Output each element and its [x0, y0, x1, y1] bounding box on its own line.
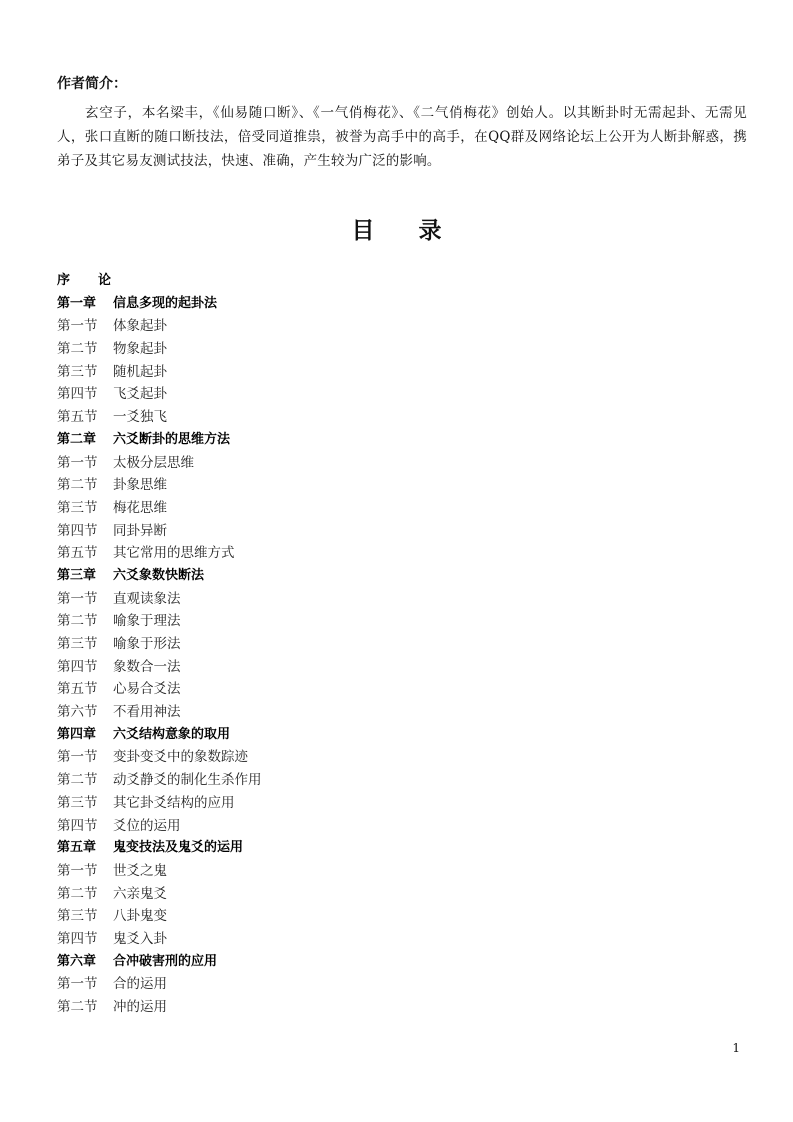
toc-entry-number: 第三节 [57, 908, 98, 925]
toc-entry-title: 体象起卦 [113, 318, 167, 335]
toc-entry-number: 第二节 [57, 772, 98, 789]
toc-entry-number: 第四节 [57, 817, 98, 834]
toc-entry-title: 其它常用的思维方式 [113, 545, 235, 562]
toc-entry-number: 第三章 [57, 567, 97, 583]
toc-title: 目录 [351, 218, 486, 244]
toc-chapter-entry [57, 293, 747, 316]
toc-entry-title: 鬼变技法及鬼爻的运用 [113, 840, 244, 856]
toc-section-entry [57, 883, 747, 906]
toc-section-entry [57, 542, 747, 565]
toc-entry-number: 第三节 [57, 499, 98, 516]
toc-entry-number: 第一节 [57, 862, 98, 879]
toc-entry-title: 六爻断卦的思维方法 [113, 431, 231, 447]
toc-entry-title: 信息多现的起卦法 [113, 295, 218, 311]
toc-entry-number: 第五节 [57, 409, 98, 426]
toc-entry-title: 太极分层思维 [113, 454, 194, 471]
toc-entry-title: 同卦异断 [113, 522, 167, 539]
toc-chapter-entry [57, 565, 747, 588]
table-of-contents [57, 270, 747, 1019]
toc-entry-title: 不看用神法 [113, 704, 181, 721]
toc-section-entry [57, 633, 747, 656]
toc-section-entry [57, 678, 747, 701]
toc-entry-title: 鬼爻入卦 [113, 930, 167, 947]
toc-entry-number: 第二节 [57, 999, 98, 1015]
toc-section-entry [57, 996, 747, 1019]
toc-entry-title: 直观读象法 [113, 590, 181, 607]
toc-chapter-entry [57, 429, 747, 452]
toc-entry-number: 第四章 [57, 726, 97, 742]
toc-entry-number: 第一节 [57, 454, 98, 471]
toc-entry-number: 第六节 [57, 704, 98, 721]
toc-section-entry [57, 769, 747, 792]
toc-section-entry [57, 338, 747, 361]
toc-entry-number: 第一节 [57, 590, 98, 607]
toc-entry-title: 飞爻起卦 [113, 386, 167, 403]
toc-entry-number: 第二章 [57, 431, 97, 447]
toc-section-entry [57, 406, 747, 429]
toc-entry-title: 动爻静爻的制化生杀作用 [113, 772, 262, 789]
toc-chapter-entry [57, 724, 747, 747]
toc-entry-title: 心易合爻法 [113, 681, 181, 698]
toc-entry-title: 合的运用 [113, 976, 167, 993]
toc-section-entry [57, 497, 747, 520]
toc-section-entry [57, 361, 747, 384]
toc-section-entry [57, 905, 747, 928]
toc-entry-number: 第五节 [57, 681, 98, 698]
toc-entry-number: 第二节 [57, 885, 98, 902]
author-intro-heading: 作者简介： [57, 76, 127, 92]
toc-section-entry [57, 520, 747, 543]
toc-entry-title: 六爻象数快断法 [113, 567, 205, 583]
toc-entry-title: 一爻独飞 [113, 409, 167, 426]
toc-entry-number: 第一节 [57, 976, 98, 993]
toc-section-entry [57, 656, 747, 679]
toc-section-entry [57, 792, 747, 815]
toc-section-entry [57, 701, 747, 724]
toc-section-entry [57, 474, 747, 497]
toc-entry-title: 物象起卦 [113, 341, 167, 358]
toc-chapter-entry [57, 837, 747, 860]
toc-entry-title: 喻象于理法 [113, 613, 181, 630]
toc-entry-title: 八卦鬼变 [113, 908, 167, 925]
toc-entry-number: 第二节 [57, 613, 98, 630]
toc-section-entry [57, 383, 747, 406]
toc-entry-title: 爻位的运用 [113, 817, 181, 834]
toc-section-entry [57, 746, 747, 769]
toc-entry-number: 第三节 [57, 636, 98, 652]
toc-entry-number: 第二节 [57, 341, 98, 358]
toc-entry-number: 第一节 [57, 318, 98, 335]
toc-entry-title: 其它卦爻结构的应用 [113, 794, 235, 811]
toc-chapter-entry [57, 951, 747, 974]
toc-section-entry [57, 860, 747, 883]
toc-entry-title: 六爻结构意象的取用 [113, 726, 231, 742]
toc-section-entry [57, 928, 747, 951]
toc-entry-number: 第五章 [57, 840, 97, 856]
toc-entry-number: 第五节 [57, 545, 98, 562]
toc-entry-number: 第四节 [57, 386, 98, 403]
toc-entry-title: 冲的运用 [113, 999, 167, 1015]
toc-section-entry [57, 610, 747, 633]
toc-entry-number: 第二节 [57, 477, 98, 494]
toc-entry-number: 第一节 [57, 749, 98, 766]
author-bio-paragraph: 玄空子，本名梁丰，《仙易随口断》、《一气俏梅花》、《二气俏梅花》创始人。以其断卦时无需起卦、无需见人，张口直断的随口断技法，倍受同道推祟，被誉为高手中的高手，在QQ群及网络论坛上公开为人断卦解惑，携弟子及其它易友测试技法，快速、准确，产生较为广泛的影响。 [57, 105, 747, 169]
toc-entry-title: 梅花思维 [113, 499, 167, 516]
toc-entry-number: 第一章 [57, 295, 97, 311]
toc-entry-number: 第四节 [57, 658, 98, 675]
toc-entry-title: 变卦变爻中的象数踪迹 [113, 749, 248, 766]
toc-entry-number: 第四节 [57, 930, 98, 947]
toc-entry-number: 第四节 [57, 522, 98, 539]
toc-entry-title: 卦象思维 [113, 477, 167, 494]
toc-entry-title: 喻象于形法 [113, 636, 181, 652]
toc-entry-title: 世爻之鬼 [113, 862, 167, 879]
toc-entry-title: 合冲破害刑的应用 [113, 953, 218, 969]
toc-section-entry [57, 973, 747, 996]
toc-entry-number: 第三节 [57, 794, 98, 811]
toc-chapter-entry [57, 270, 747, 293]
toc-section-entry [57, 315, 747, 338]
page-number: 1 [732, 1041, 740, 1055]
toc-entry-title: 六亲鬼爻 [113, 885, 167, 902]
toc-entry-title: 随机起卦 [113, 363, 167, 380]
toc-entry-number: 第六章 [57, 953, 97, 969]
toc-entry-number: 序论 [57, 273, 140, 288]
toc-entry-number: 第三节 [57, 363, 98, 380]
toc-section-entry [57, 588, 747, 611]
toc-entry-title: 象数合一法 [113, 658, 181, 675]
toc-section-entry [57, 815, 747, 838]
toc-section-entry [57, 452, 747, 475]
